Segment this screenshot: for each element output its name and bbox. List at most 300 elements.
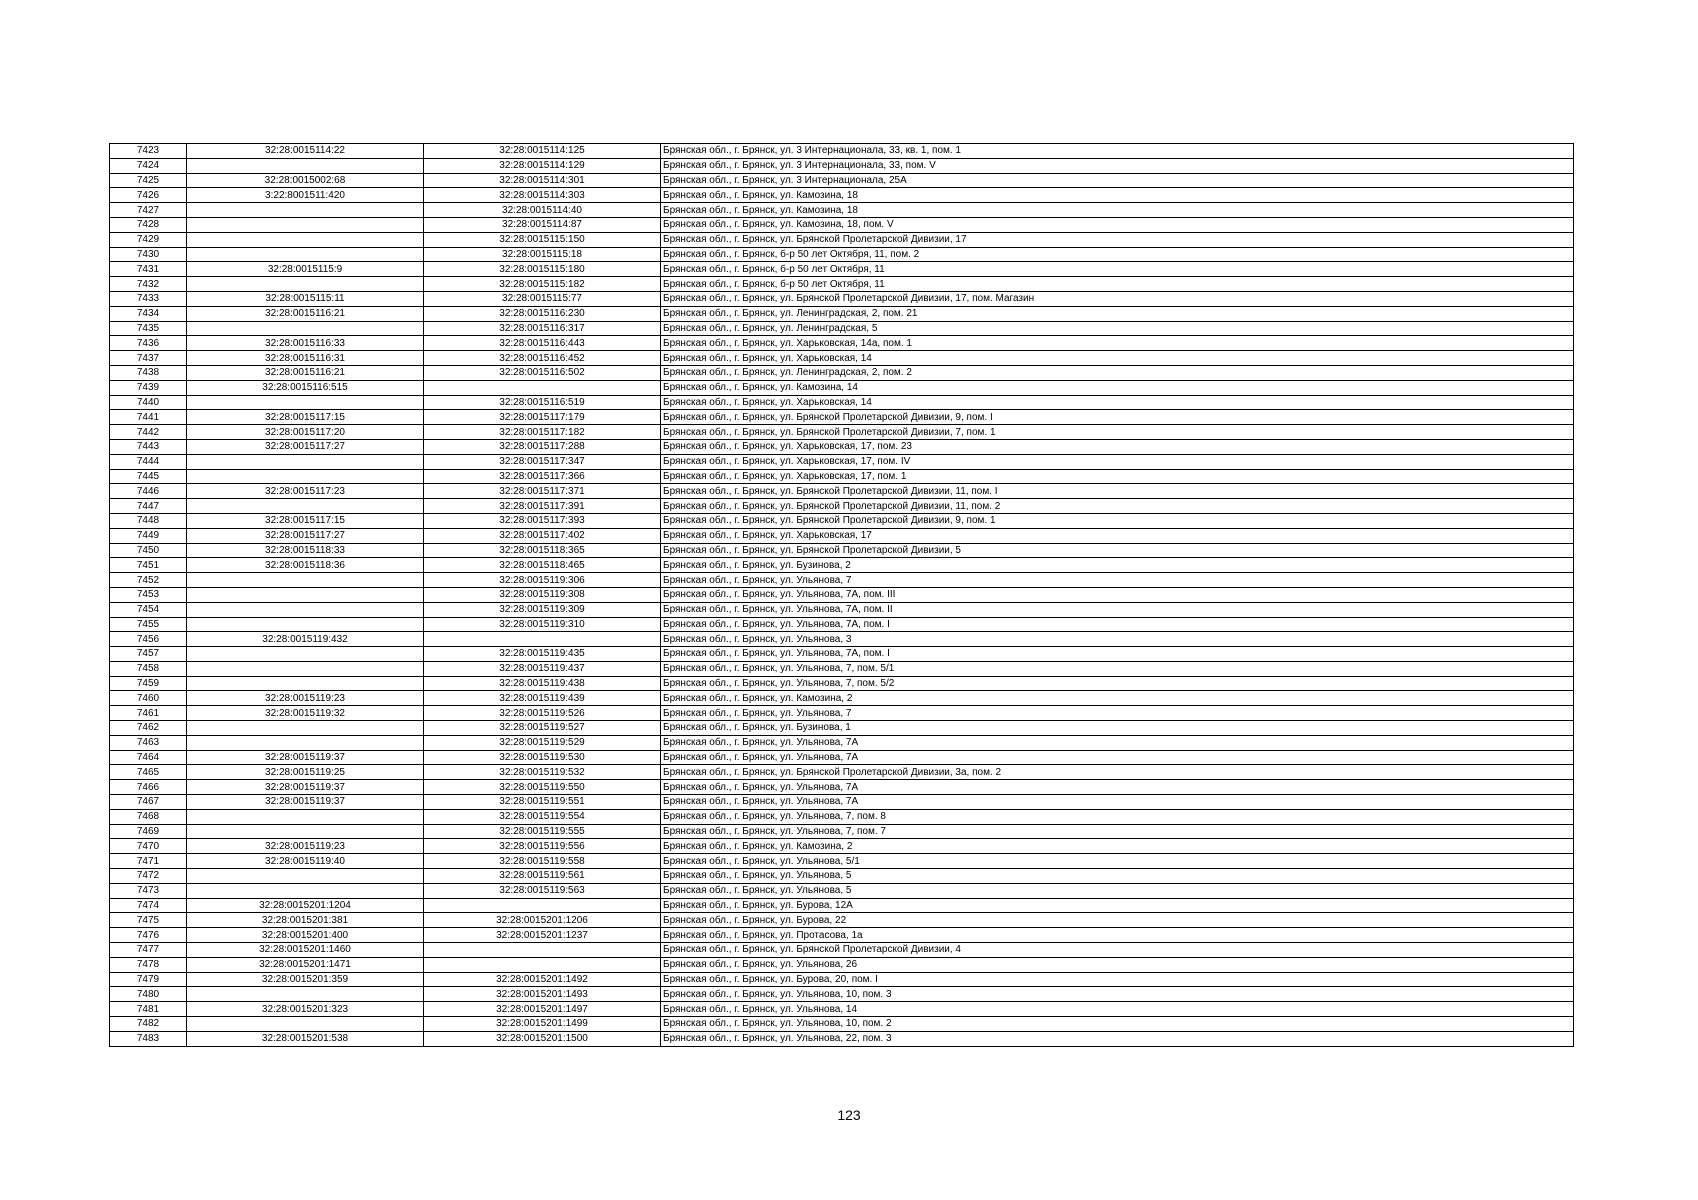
old-cadastral-number-cell: 32:28:0015201:1204 xyxy=(187,898,424,913)
new-cadastral-number-cell: 32:28:0015117:371 xyxy=(424,484,661,499)
table-row xyxy=(110,425,1574,440)
old-cadastral-number-cell xyxy=(187,883,424,898)
address-cell: Брянская обл., г. Брянск, ул. Ульянова, 10, пом. 3 xyxy=(661,987,1574,1002)
new-cadastral-number-cell: 32:28:0015201:1492 xyxy=(424,972,661,987)
old-cadastral-number-cell: 32:28:0015116:21 xyxy=(187,306,424,321)
old-cadastral-number-cell xyxy=(187,587,424,602)
old-cadastral-number-cell: 32:28:0015119:23 xyxy=(187,839,424,854)
table-row xyxy=(110,144,1574,159)
address-cell: Брянская обл., г. Брянск, ул. Харьковская, 17, пом. IV xyxy=(661,454,1574,469)
new-cadastral-number-cell: 32:28:0015201:1499 xyxy=(424,1017,661,1032)
address-cell: Брянская обл., г. Брянск, ул. Ульянова, 7, пом. 5/1 xyxy=(661,661,1574,676)
address-cell: Брянская обл., г. Брянск, ул. Ульянова, 7 xyxy=(661,573,1574,588)
row-number-cell: 7430 xyxy=(110,247,187,262)
row-number-cell: 7428 xyxy=(110,217,187,232)
address-cell: Брянская обл., г. Брянск, ул. Протасова, 1а xyxy=(661,928,1574,943)
table-row xyxy=(110,321,1574,336)
new-cadastral-number-cell xyxy=(424,380,661,395)
table-row xyxy=(110,484,1574,499)
new-cadastral-number-cell xyxy=(424,957,661,972)
row-number-cell: 7463 xyxy=(110,735,187,750)
new-cadastral-number-cell: 32:28:0015115:150 xyxy=(424,232,661,247)
address-cell: Брянская обл., г. Брянск, ул. Камозина, 2 xyxy=(661,839,1574,854)
address-cell: Брянская обл., г. Брянск, ул. Бурова, 22 xyxy=(661,913,1574,928)
old-cadastral-number-cell xyxy=(187,809,424,824)
old-cadastral-number-cell: 32:28:0015117:20 xyxy=(187,425,424,440)
new-cadastral-number-cell: 32:28:0015201:1497 xyxy=(424,1002,661,1017)
address-cell: Брянская обл., г. Брянск, ул. Ульянова, 7А, пом. I xyxy=(661,647,1574,662)
new-cadastral-number-cell: 32:28:0015114:301 xyxy=(424,173,661,188)
address-cell: Брянская обл., г. Брянск, ул. Брянской Пролетарской Дивизии, 17 xyxy=(661,232,1574,247)
old-cadastral-number-cell: 32:28:0015119:23 xyxy=(187,691,424,706)
address-cell: Брянская обл., г. Брянск, ул. Брянской Пролетарской Дивизии, 11, пом. 2 xyxy=(661,499,1574,514)
table-row xyxy=(110,203,1574,218)
address-cell: Брянская обл., г. Брянск, ул. Ульянова, 7А, пом. III xyxy=(661,587,1574,602)
old-cadastral-number-cell xyxy=(187,987,424,1002)
old-cadastral-number-cell: 32:28:0015201:400 xyxy=(187,928,424,943)
new-cadastral-number-cell: 32:28:0015117:182 xyxy=(424,425,661,440)
new-cadastral-number-cell: 32:28:0015114:129 xyxy=(424,158,661,173)
table-row xyxy=(110,957,1574,972)
old-cadastral-number-cell xyxy=(187,203,424,218)
address-cell: Брянская обл., г. Брянск, ул. Ульянова, 3 xyxy=(661,632,1574,647)
address-cell: Брянская обл., г. Брянск, ул. Ульянова, 7А xyxy=(661,735,1574,750)
address-cell: Брянская обл., г. Брянск, ул. Бузинова, 2 xyxy=(661,558,1574,573)
old-cadastral-number-cell xyxy=(187,499,424,514)
table-row xyxy=(110,780,1574,795)
row-number-cell: 7437 xyxy=(110,351,187,366)
old-cadastral-number-cell xyxy=(187,321,424,336)
address-cell: Брянская обл., г. Брянск, ул. Ленинградская, 5 xyxy=(661,321,1574,336)
row-number-cell: 7466 xyxy=(110,780,187,795)
new-cadastral-number-cell: 32:28:0015116:443 xyxy=(424,336,661,351)
address-cell: Брянская обл., г. Брянск, ул. Ленинградская, 2, пом. 2 xyxy=(661,365,1574,380)
row-number-cell: 7436 xyxy=(110,336,187,351)
table-row xyxy=(110,587,1574,602)
table-row xyxy=(110,306,1574,321)
address-cell: Брянская обл., г. Брянск, ул. Камозина, 2 xyxy=(661,691,1574,706)
table-row xyxy=(110,706,1574,721)
new-cadastral-number-cell: 32:28:0015119:308 xyxy=(424,587,661,602)
row-number-cell: 7468 xyxy=(110,809,187,824)
old-cadastral-number-cell xyxy=(187,247,424,262)
row-number-cell: 7441 xyxy=(110,410,187,425)
address-cell: Брянская обл., г. Брянск, ул. Ульянова, 7А xyxy=(661,795,1574,810)
row-number-cell: 7423 xyxy=(110,144,187,159)
old-cadastral-number-cell: 32:28:0015118:33 xyxy=(187,543,424,558)
row-number-cell: 7433 xyxy=(110,291,187,306)
old-cadastral-number-cell: 32:28:0015119:40 xyxy=(187,854,424,869)
table-row xyxy=(110,291,1574,306)
row-number-cell: 7453 xyxy=(110,587,187,602)
address-cell: Брянская обл., г. Брянск, ул. Ульянова, 5/1 xyxy=(661,854,1574,869)
new-cadastral-number-cell: 32:28:0015119:526 xyxy=(424,706,661,721)
old-cadastral-number-cell xyxy=(187,824,424,839)
row-number-cell: 7458 xyxy=(110,661,187,676)
address-cell: Брянская обл., г. Брянск, ул. Ульянова, 7А, пом. II xyxy=(661,602,1574,617)
row-number-cell: 7439 xyxy=(110,380,187,395)
table-row xyxy=(110,217,1574,232)
new-cadastral-number-cell: 32:28:0015201:1500 xyxy=(424,1031,661,1046)
address-cell: Брянская обл., г. Брянск, ул. Ульянова, 7А xyxy=(661,750,1574,765)
table-row xyxy=(110,765,1574,780)
row-number-cell: 7443 xyxy=(110,439,187,454)
table-row xyxy=(110,750,1574,765)
old-cadastral-number-cell xyxy=(187,454,424,469)
row-number-cell: 7449 xyxy=(110,528,187,543)
row-number-cell: 7438 xyxy=(110,365,187,380)
new-cadastral-number-cell: 32:28:0015119:435 xyxy=(424,647,661,662)
row-number-cell: 7434 xyxy=(110,306,187,321)
address-cell: Брянская обл., г. Брянск, ул. Брянской Пролетарской Дивизии, 7, пом. 1 xyxy=(661,425,1574,440)
new-cadastral-number-cell: 32:28:0015119:309 xyxy=(424,602,661,617)
new-cadastral-number-cell: 32:28:0015117:179 xyxy=(424,410,661,425)
new-cadastral-number-cell xyxy=(424,632,661,647)
row-number-cell: 7442 xyxy=(110,425,187,440)
row-number-cell: 7475 xyxy=(110,913,187,928)
table-row xyxy=(110,543,1574,558)
row-number-cell: 7464 xyxy=(110,750,187,765)
address-cell: Брянская обл., г. Брянск, ул. Камозина, 18, пом. V xyxy=(661,217,1574,232)
row-number-cell: 7460 xyxy=(110,691,187,706)
table-row xyxy=(110,883,1574,898)
new-cadastral-number-cell xyxy=(424,943,661,958)
new-cadastral-number-cell: 32:28:0015119:556 xyxy=(424,839,661,854)
old-cadastral-number-cell: 32:28:0015116:33 xyxy=(187,336,424,351)
table-row xyxy=(110,928,1574,943)
old-cadastral-number-cell: 32:28:0015116:31 xyxy=(187,351,424,366)
cadastral-register-table xyxy=(109,143,1574,1047)
new-cadastral-number-cell: 32:28:0015119:438 xyxy=(424,676,661,691)
new-cadastral-number-cell: 32:28:0015116:519 xyxy=(424,395,661,410)
old-cadastral-number-cell: 32:28:0015115:11 xyxy=(187,291,424,306)
old-cadastral-number-cell xyxy=(187,158,424,173)
new-cadastral-number-cell: 32:28:0015119:310 xyxy=(424,617,661,632)
table-row xyxy=(110,558,1574,573)
old-cadastral-number-cell xyxy=(187,469,424,484)
table-row xyxy=(110,809,1574,824)
new-cadastral-number-cell: 32:28:0015117:391 xyxy=(424,499,661,514)
table-row xyxy=(110,972,1574,987)
new-cadastral-number-cell: 32:28:0015119:439 xyxy=(424,691,661,706)
new-cadastral-number-cell: 32:28:0015117:393 xyxy=(424,513,661,528)
old-cadastral-number-cell: 32:28:0015119:25 xyxy=(187,765,424,780)
row-number-cell: 7450 xyxy=(110,543,187,558)
address-cell: Брянская обл., г. Брянск, ул. Ульянова, 7, пом. 5/2 xyxy=(661,676,1574,691)
address-cell: Брянская обл., г. Брянск, ул. Ленинградская, 2, пом. 21 xyxy=(661,306,1574,321)
address-cell: Брянская обл., г. Брянск, ул. Ульянова, 7А xyxy=(661,780,1574,795)
new-cadastral-number-cell: 32:28:0015115:182 xyxy=(424,277,661,292)
row-number-cell: 7478 xyxy=(110,957,187,972)
address-cell: Брянская обл., г. Брянск, ул. Ульянова, 14 xyxy=(661,1002,1574,1017)
address-cell: Брянская обл., г. Брянск, б-р 50 лет Октября, 11 xyxy=(661,262,1574,277)
table-row xyxy=(110,1017,1574,1032)
old-cadastral-number-cell: 32:28:0015114:22 xyxy=(187,144,424,159)
table-row xyxy=(110,795,1574,810)
new-cadastral-number-cell: 32:28:0015119:529 xyxy=(424,735,661,750)
old-cadastral-number-cell: 32:28:0015201:1471 xyxy=(187,957,424,972)
old-cadastral-number-cell: 32:28:0015201:323 xyxy=(187,1002,424,1017)
new-cadastral-number-cell: 32:28:0015118:465 xyxy=(424,558,661,573)
old-cadastral-number-cell xyxy=(187,277,424,292)
row-number-cell: 7470 xyxy=(110,839,187,854)
row-number-cell: 7455 xyxy=(110,617,187,632)
old-cadastral-number-cell: 32:28:0015119:432 xyxy=(187,632,424,647)
address-cell: Брянская обл., г. Брянск, ул. Харьковская, 17 xyxy=(661,528,1574,543)
old-cadastral-number-cell: 32:28:0015119:37 xyxy=(187,795,424,810)
address-cell: Брянская обл., г. Брянск, ул. Харьковская, 14а, пом. 1 xyxy=(661,336,1574,351)
old-cadastral-number-cell: 32:28:0015201:381 xyxy=(187,913,424,928)
row-number-cell: 7446 xyxy=(110,484,187,499)
table-row xyxy=(110,943,1574,958)
new-cadastral-number-cell: 32:28:0015117:366 xyxy=(424,469,661,484)
new-cadastral-number-cell: 32:28:0015201:1206 xyxy=(424,913,661,928)
table-row xyxy=(110,1031,1574,1046)
address-cell: Брянская обл., г. Брянск, ул. Бузинова, 1 xyxy=(661,721,1574,736)
row-number-cell: 7427 xyxy=(110,203,187,218)
old-cadastral-number-cell xyxy=(187,395,424,410)
address-cell: Брянская обл., г. Брянск, ул. Ульянова, 7, пом. 8 xyxy=(661,809,1574,824)
old-cadastral-number-cell xyxy=(187,573,424,588)
old-cadastral-number-cell: 32:28:0015117:15 xyxy=(187,410,424,425)
row-number-cell: 7431 xyxy=(110,262,187,277)
row-number-cell: 7459 xyxy=(110,676,187,691)
address-cell: Брянская обл., г. Брянск, ул. Камозина, 18 xyxy=(661,188,1574,203)
new-cadastral-number-cell: 32:28:0015119:532 xyxy=(424,765,661,780)
table-row xyxy=(110,410,1574,425)
address-cell: Брянская обл., г. Брянск, ул. Харьковская, 14 xyxy=(661,395,1574,410)
row-number-cell: 7424 xyxy=(110,158,187,173)
table-row xyxy=(110,232,1574,247)
row-number-cell: 7483 xyxy=(110,1031,187,1046)
table-row xyxy=(110,528,1574,543)
table-row xyxy=(110,351,1574,366)
table-row xyxy=(110,173,1574,188)
row-number-cell: 7479 xyxy=(110,972,187,987)
address-cell: Брянская обл., г. Брянск, ул. Ульянова, 10, пом. 2 xyxy=(661,1017,1574,1032)
old-cadastral-number-cell xyxy=(187,676,424,691)
row-number-cell: 7445 xyxy=(110,469,187,484)
table-row xyxy=(110,262,1574,277)
table-row xyxy=(110,839,1574,854)
address-cell: Брянская обл., г. Брянск, ул. Харьковская, 17, пом. 1 xyxy=(661,469,1574,484)
old-cadastral-number-cell: 3:22:8001511:420 xyxy=(187,188,424,203)
row-number-cell: 7476 xyxy=(110,928,187,943)
table-row xyxy=(110,1002,1574,1017)
old-cadastral-number-cell: 32:28:0015201:1460 xyxy=(187,943,424,958)
new-cadastral-number-cell: 32:28:0015119:437 xyxy=(424,661,661,676)
row-number-cell: 7482 xyxy=(110,1017,187,1032)
old-cadastral-number-cell: 32:28:0015118:36 xyxy=(187,558,424,573)
table-row xyxy=(110,721,1574,736)
row-number-cell: 7425 xyxy=(110,173,187,188)
table-row xyxy=(110,439,1574,454)
table-row xyxy=(110,987,1574,1002)
row-number-cell: 7474 xyxy=(110,898,187,913)
old-cadastral-number-cell: 32:28:0015002:68 xyxy=(187,173,424,188)
row-number-cell: 7432 xyxy=(110,277,187,292)
row-number-cell: 7456 xyxy=(110,632,187,647)
row-number-cell: 7435 xyxy=(110,321,187,336)
new-cadastral-number-cell: 32:28:0015115:77 xyxy=(424,291,661,306)
row-number-cell: 7451 xyxy=(110,558,187,573)
table-row xyxy=(110,158,1574,173)
table-row xyxy=(110,188,1574,203)
table-row xyxy=(110,602,1574,617)
old-cadastral-number-cell: 32:28:0015119:37 xyxy=(187,750,424,765)
table-row xyxy=(110,395,1574,410)
new-cadastral-number-cell: 32:28:0015117:347 xyxy=(424,454,661,469)
table-row xyxy=(110,454,1574,469)
table-row xyxy=(110,247,1574,262)
address-cell: Брянская обл., г. Брянск, ул. Камозина, 14 xyxy=(661,380,1574,395)
address-cell: Брянская обл., г. Брянск, ул. Брянской Пролетарской Дивизии, 9, пом. 1 xyxy=(661,513,1574,528)
new-cadastral-number-cell xyxy=(424,898,661,913)
table-row xyxy=(110,735,1574,750)
address-cell: Брянская обл., г. Брянск, ул. Брянской Пролетарской Дивизии, 4 xyxy=(661,943,1574,958)
old-cadastral-number-cell xyxy=(187,647,424,662)
page-number: 123 xyxy=(837,1107,861,1123)
table-row xyxy=(110,869,1574,884)
new-cadastral-number-cell: 32:28:0015117:402 xyxy=(424,528,661,543)
new-cadastral-number-cell: 32:28:0015119:527 xyxy=(424,721,661,736)
new-cadastral-number-cell: 32:28:0015119:530 xyxy=(424,750,661,765)
address-cell: Брянская обл., г. Брянск, ул. Ульянова, 5 xyxy=(661,869,1574,884)
new-cadastral-number-cell: 32:28:0015116:502 xyxy=(424,365,661,380)
old-cadastral-number-cell: 32:28:0015116:21 xyxy=(187,365,424,380)
table-row xyxy=(110,365,1574,380)
table-row xyxy=(110,913,1574,928)
address-cell: Брянская обл., г. Брянск, ул. Камозина, 18 xyxy=(661,203,1574,218)
row-number-cell: 7462 xyxy=(110,721,187,736)
table-row xyxy=(110,469,1574,484)
old-cadastral-number-cell xyxy=(187,721,424,736)
new-cadastral-number-cell: 32:28:0015119:561 xyxy=(424,869,661,884)
table-row xyxy=(110,336,1574,351)
old-cadastral-number-cell xyxy=(187,869,424,884)
row-number-cell: 7452 xyxy=(110,573,187,588)
address-cell: Брянская обл., г. Брянск, ул. Брянской Пролетарской Дивизии, 5 xyxy=(661,543,1574,558)
new-cadastral-number-cell: 32:28:0015119:550 xyxy=(424,780,661,795)
table-row xyxy=(110,676,1574,691)
row-number-cell: 7477 xyxy=(110,943,187,958)
address-cell: Брянская обл., г. Брянск, б-р 50 лет Октября, 11, пом. 2 xyxy=(661,247,1574,262)
old-cadastral-number-cell: 32:28:0015119:37 xyxy=(187,780,424,795)
table-row xyxy=(110,854,1574,869)
new-cadastral-number-cell: 32:28:0015114:303 xyxy=(424,188,661,203)
new-cadastral-number-cell: 32:28:0015119:555 xyxy=(424,824,661,839)
row-number-cell: 7454 xyxy=(110,602,187,617)
row-number-cell: 7480 xyxy=(110,987,187,1002)
address-cell: Брянская обл., г. Брянск, ул. Ульянова, 7, пом. 7 xyxy=(661,824,1574,839)
old-cadastral-number-cell: 32:28:0015201:359 xyxy=(187,972,424,987)
row-number-cell: 7426 xyxy=(110,188,187,203)
row-number-cell: 7465 xyxy=(110,765,187,780)
old-cadastral-number-cell xyxy=(187,1017,424,1032)
table-row xyxy=(110,499,1574,514)
row-number-cell: 7447 xyxy=(110,499,187,514)
row-number-cell: 7472 xyxy=(110,869,187,884)
new-cadastral-number-cell: 32:28:0015119:551 xyxy=(424,795,661,810)
table-row xyxy=(110,898,1574,913)
row-number-cell: 7440 xyxy=(110,395,187,410)
row-number-cell: 7457 xyxy=(110,647,187,662)
new-cadastral-number-cell: 32:28:0015116:452 xyxy=(424,351,661,366)
old-cadastral-number-cell: 32:28:0015117:23 xyxy=(187,484,424,499)
address-cell: Брянская обл., г. Брянск, ул. Бурова, 12А xyxy=(661,898,1574,913)
row-number-cell: 7448 xyxy=(110,513,187,528)
row-number-cell: 7461 xyxy=(110,706,187,721)
new-cadastral-number-cell: 32:28:0015116:230 xyxy=(424,306,661,321)
address-cell: Брянская обл., г. Брянск, ул. Брянской Пролетарской Дивизии, 11, пом. I xyxy=(661,484,1574,499)
new-cadastral-number-cell: 32:28:0015114:87 xyxy=(424,217,661,232)
row-number-cell: 7469 xyxy=(110,824,187,839)
address-cell: Брянская обл., г. Брянск, ул. Харьковская, 14 xyxy=(661,351,1574,366)
row-number-cell: 7467 xyxy=(110,795,187,810)
address-cell: Брянская обл., г. Брянск, ул. Ульянова, 22, пом. 3 xyxy=(661,1031,1574,1046)
table-row xyxy=(110,824,1574,839)
table-row xyxy=(110,617,1574,632)
row-number-cell: 7444 xyxy=(110,454,187,469)
address-cell: Брянская обл., г. Брянск, ул. Брянской Пролетарской Дивизии, 17, пом. Магазин xyxy=(661,291,1574,306)
new-cadastral-number-cell: 32:28:0015118:365 xyxy=(424,543,661,558)
address-cell: Брянская обл., г. Брянск, ул. Ульянова, 7 xyxy=(661,706,1574,721)
table-row xyxy=(110,661,1574,676)
address-cell: Брянская обл., г. Брянск, ул. Ульянова, 7А, пом. I xyxy=(661,617,1574,632)
row-number-cell: 7471 xyxy=(110,854,187,869)
table-row xyxy=(110,277,1574,292)
old-cadastral-number-cell: 32:28:0015117:27 xyxy=(187,439,424,454)
address-cell: Брянская обл., г. Брянск, ул. 3 Интернационала, 25А xyxy=(661,173,1574,188)
new-cadastral-number-cell: 32:28:0015119:563 xyxy=(424,883,661,898)
old-cadastral-number-cell: 32:28:0015117:15 xyxy=(187,513,424,528)
old-cadastral-number-cell xyxy=(187,602,424,617)
old-cadastral-number-cell xyxy=(187,232,424,247)
old-cadastral-number-cell xyxy=(187,617,424,632)
old-cadastral-number-cell xyxy=(187,735,424,750)
old-cadastral-number-cell: 32:28:0015115:9 xyxy=(187,262,424,277)
table-row xyxy=(110,573,1574,588)
address-cell: Брянская обл., г. Брянск, ул. Ульянова, 26 xyxy=(661,957,1574,972)
old-cadastral-number-cell: 32:28:0015201:538 xyxy=(187,1031,424,1046)
table-row xyxy=(110,380,1574,395)
new-cadastral-number-cell: 32:28:0015119:558 xyxy=(424,854,661,869)
address-cell: Брянская обл., г. Брянск, ул. Харьковская, 17, пом. 23 xyxy=(661,439,1574,454)
new-cadastral-number-cell: 32:28:0015201:1493 xyxy=(424,987,661,1002)
new-cadastral-number-cell: 32:28:0015115:180 xyxy=(424,262,661,277)
new-cadastral-number-cell: 32:28:0015119:554 xyxy=(424,809,661,824)
new-cadastral-number-cell: 32:28:0015116:317 xyxy=(424,321,661,336)
old-cadastral-number-cell xyxy=(187,661,424,676)
address-cell: Брянская обл., г. Брянск, ул. Брянской Пролетарской Дивизии, 3а, пом. 2 xyxy=(661,765,1574,780)
table-row xyxy=(110,632,1574,647)
address-cell: Брянская обл., г. Брянск, ул. 3 Интернационала, 33, пом. V xyxy=(661,158,1574,173)
table-row xyxy=(110,647,1574,662)
address-cell: Брянская обл., г. Брянск, ул. Бурова, 20, пом. I xyxy=(661,972,1574,987)
table-row xyxy=(110,691,1574,706)
address-cell: Брянская обл., г. Брянск, ул. 3 Интернационала, 33, кв. 1, пом. 1 xyxy=(661,144,1574,159)
address-cell: Брянская обл., г. Брянск, ул. Брянской Пролетарской Дивизии, 9, пом. I xyxy=(661,410,1574,425)
table-body xyxy=(110,144,1574,1047)
row-number-cell: 7429 xyxy=(110,232,187,247)
old-cadastral-number-cell: 32:28:0015117:27 xyxy=(187,528,424,543)
new-cadastral-number-cell: 32:28:0015115:18 xyxy=(424,247,661,262)
new-cadastral-number-cell: 32:28:0015114:40 xyxy=(424,203,661,218)
row-number-cell: 7473 xyxy=(110,883,187,898)
old-cadastral-number-cell xyxy=(187,217,424,232)
address-cell: Брянская обл., г. Брянск, ул. Ульянова, 5 xyxy=(661,883,1574,898)
new-cadastral-number-cell: 32:28:0015117:288 xyxy=(424,439,661,454)
